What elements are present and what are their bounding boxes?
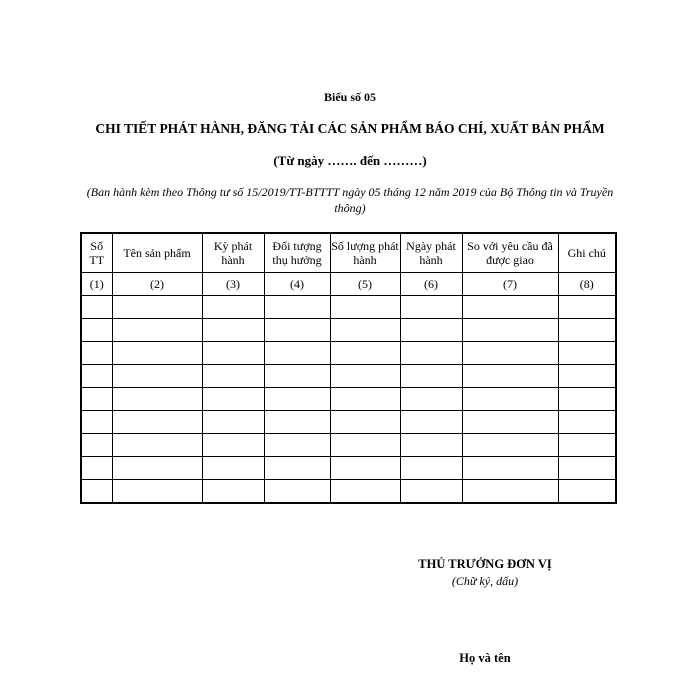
table-cell xyxy=(400,480,462,504)
table-cell xyxy=(558,480,616,504)
table-cell xyxy=(112,434,202,457)
table-cell xyxy=(330,480,400,504)
table-row xyxy=(81,319,616,342)
table-row xyxy=(81,411,616,434)
table-row xyxy=(81,388,616,411)
table-row xyxy=(81,434,616,457)
table-cell xyxy=(400,296,462,319)
table-cell xyxy=(112,457,202,480)
column-header: Số lượng phát hành xyxy=(330,233,400,273)
table-cell xyxy=(81,296,112,319)
table-cell xyxy=(558,319,616,342)
table-cell xyxy=(558,342,616,365)
table-cell xyxy=(202,411,264,434)
column-index: (1) xyxy=(81,273,112,296)
table-cell xyxy=(202,457,264,480)
table-cell xyxy=(558,365,616,388)
table-cell xyxy=(81,388,112,411)
table-cell xyxy=(330,365,400,388)
table-cell xyxy=(264,342,330,365)
table-cell xyxy=(202,434,264,457)
table-cell xyxy=(400,319,462,342)
table-cell xyxy=(558,457,616,480)
column-index: (8) xyxy=(558,273,616,296)
table-cell xyxy=(112,342,202,365)
table-cell xyxy=(81,457,112,480)
column-index: (6) xyxy=(400,273,462,296)
date-range: (Từ ngày ……. đến ………) xyxy=(273,153,427,168)
report-table xyxy=(80,232,617,504)
table-row xyxy=(81,296,616,319)
issuance-note: (Ban hành kèm theo Thông tư số 15/2019/TT-BTTTT ngày 05 tháng 12 năm 2019 của Bộ Thông tin và Truyền thông) xyxy=(86,185,614,215)
table-cell xyxy=(202,388,264,411)
column-index: (3) xyxy=(202,273,264,296)
column-header: So với yêu cầu đã được giao xyxy=(462,233,558,273)
table-cell xyxy=(81,480,112,504)
table-cell xyxy=(264,388,330,411)
table-cell xyxy=(558,434,616,457)
table-cell xyxy=(202,296,264,319)
column-index: (5) xyxy=(330,273,400,296)
table-cell xyxy=(462,342,558,365)
table-cell xyxy=(462,319,558,342)
table-row xyxy=(81,457,616,480)
column-header: Kỳ phát hành xyxy=(202,233,264,273)
table-cell xyxy=(400,342,462,365)
table-cell xyxy=(264,457,330,480)
signer-name-label: Họ và tên xyxy=(459,651,511,665)
document-title: CHI TIẾT PHÁT HÀNH, ĐĂNG TẢI CÁC SẢN PHẨM BÁO CHÍ, XUẤT BẢN PHẨM xyxy=(95,121,605,136)
column-index-row xyxy=(81,273,616,296)
table-cell xyxy=(202,319,264,342)
header-row xyxy=(81,233,616,273)
table-cell xyxy=(462,434,558,457)
table-cell xyxy=(462,388,558,411)
table-cell xyxy=(264,296,330,319)
table-cell xyxy=(112,319,202,342)
table-cell xyxy=(112,296,202,319)
table-cell xyxy=(264,365,330,388)
column-index: (4) xyxy=(264,273,330,296)
table-cell xyxy=(558,296,616,319)
column-header: Đối tượng thụ hưởng xyxy=(264,233,330,273)
table-cell xyxy=(202,365,264,388)
table-cell xyxy=(462,296,558,319)
table-cell xyxy=(81,365,112,388)
table-cell xyxy=(81,342,112,365)
table-cell xyxy=(330,411,400,434)
signer-note: (Chữ ký, dấu) xyxy=(451,574,519,588)
table-cell xyxy=(112,388,202,411)
table-cell xyxy=(202,480,264,504)
column-index: (7) xyxy=(462,273,558,296)
column-header: Ghi chú xyxy=(558,233,616,273)
table-cell xyxy=(330,434,400,457)
table-cell xyxy=(81,319,112,342)
table-cell xyxy=(330,342,400,365)
table-cell xyxy=(264,411,330,434)
table-cell xyxy=(112,411,202,434)
table-cell xyxy=(264,319,330,342)
column-header: Số TT xyxy=(81,233,112,273)
table-cell xyxy=(202,342,264,365)
table-cell xyxy=(558,411,616,434)
table-cell xyxy=(81,411,112,434)
table-cell xyxy=(400,388,462,411)
table-row xyxy=(81,342,616,365)
table-row xyxy=(81,480,616,504)
table-cell xyxy=(330,296,400,319)
column-header: Ngày phát hành xyxy=(400,233,462,273)
table-cell xyxy=(462,457,558,480)
form-number: Biểu số 05 xyxy=(323,90,376,104)
table-cell xyxy=(264,434,330,457)
table-cell xyxy=(330,388,400,411)
table-cell xyxy=(330,457,400,480)
column-index: (2) xyxy=(112,273,202,296)
table-cell xyxy=(462,365,558,388)
table-cell xyxy=(400,365,462,388)
table-cell xyxy=(400,411,462,434)
table-cell xyxy=(462,411,558,434)
table-cell xyxy=(81,434,112,457)
table-cell xyxy=(462,480,558,504)
table-cell xyxy=(112,480,202,504)
table-cell xyxy=(558,388,616,411)
table-cell xyxy=(400,457,462,480)
table-cell xyxy=(330,319,400,342)
table-row xyxy=(81,365,616,388)
table-cell xyxy=(264,480,330,504)
table-cell xyxy=(112,365,202,388)
signer-title: THỦ TRƯỞNG ĐƠN VỊ xyxy=(418,557,552,571)
table-cell xyxy=(400,434,462,457)
column-header: Tên sản phẩm xyxy=(112,233,202,273)
